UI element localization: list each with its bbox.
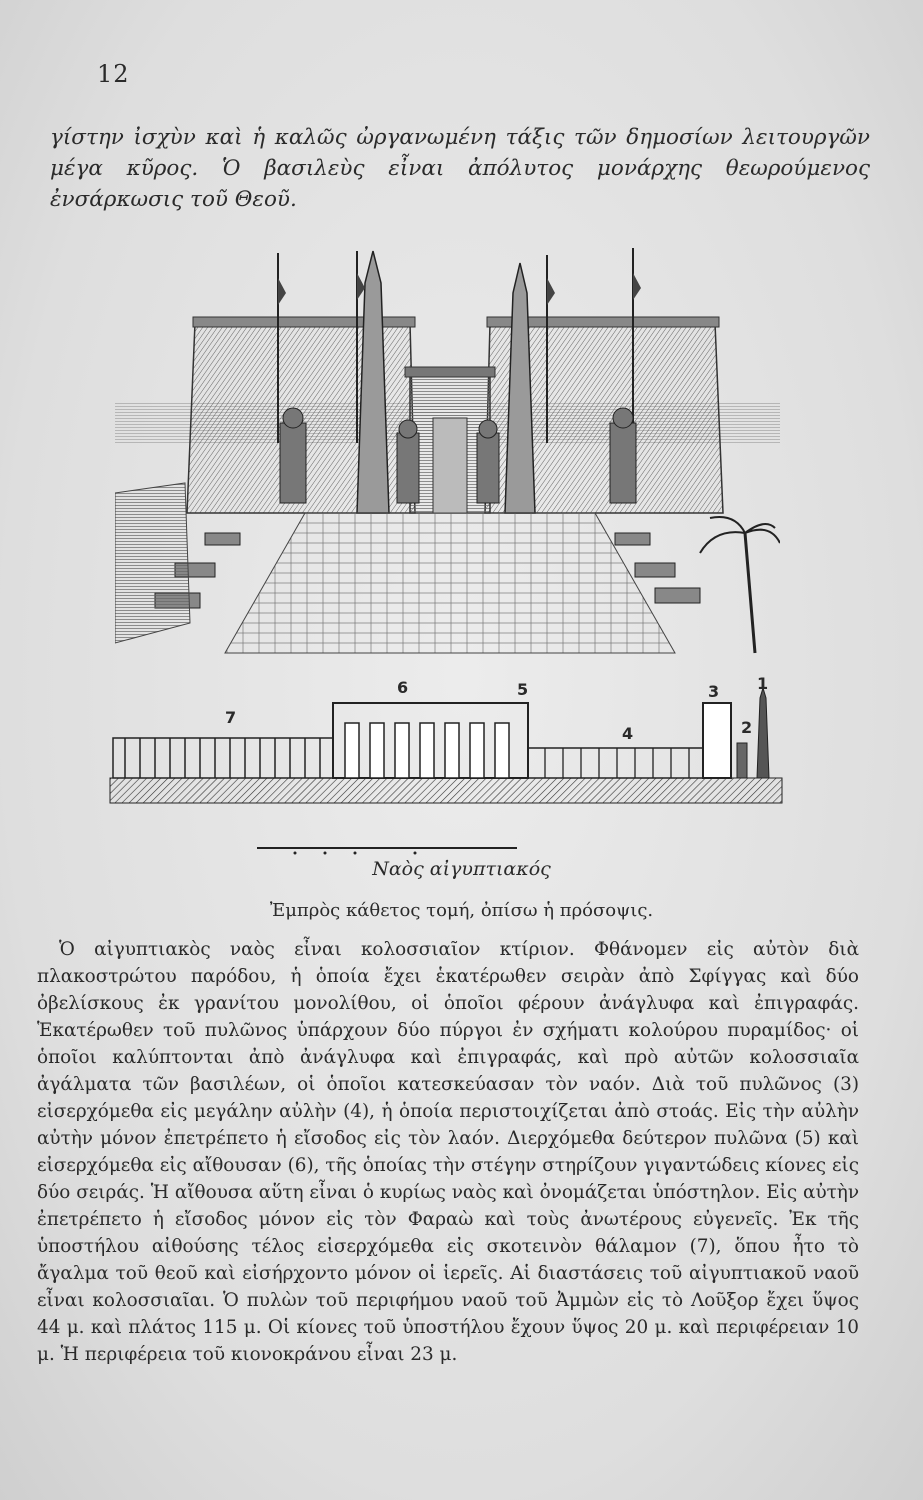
section-label-3: 3 <box>708 682 720 701</box>
intro-text: γίστην ἰσχὺν καὶ ἡ καλῶς ὠργανωμένη τάξις τῶν δημοσίων λειτουργῶν μέγα κῦρος. Ὁ βασιλεὺς εἶναι ἀπόλυτος μονάρχης θεωρούμενος ἐνσάρκωσις τοῦ Θεοῦ. <box>50 125 870 212</box>
scale-bar <box>255 840 520 860</box>
section-label-2: 2 <box>741 718 753 737</box>
temple-section-diagram <box>105 674 795 808</box>
body-text: Ὁ αἰγυπτιακὸς ναὸς εἶναι κολοσσιαῖον κτίριον. Φθάνομεν εἰς αὐτὸν διὰ πλακοστρώτου παρόδου, ἡ ὁποία ἔχει ἑκατέρωθεν σειρὰν ἀπὸ Σφίγγας καὶ δύο ὀβελίσκους ἐκ γρανίτου μονολίθου, οἱ ὁποῖοι φέρουν ἀνάγλυφα καὶ ἐπιγραφάς. Ἑκατέρωθεν τοῦ πυλῶνος ὑπάρχουν δύο πύργοι ἐν σχήματι κολούρου πυραμίδος· οἱ ὁποῖοι καλύπτονται ἀπὸ ἀνάγλυφα καὶ ἐπιγραφάς, καὶ πρὸ αὐτῶν κολοσσιαῖα ἀγάλματα τῶν βασιλέων, οἱ ὁποῖοι κατεσκεύασαν τὸν ναόν. Διὰ τοῦ πυλῶνος (3) εἰσερχόμεθα εἰς μεγάλην αὐλὴν (4), ἡ ὁποία περιστοιχίζεται ἀπὸ στοάς. Εἰς τὴν αὐλὴν αὐτὴν μόνον ἐπετρέπετο ἡ εἴσοδος εἰς τὸν λαόν. Διερχόμεθα δεύτερον πυλῶνα (5) καὶ εἰσερχόμεθα εἰς αἴθουσαν (6), τῆς ὁποίας τὴν στέγην στηρίζουν γιγαντώδεις κίονες εἰς δύο σειράς. Ἡ αἴθουσα αὕτη εἶναι ὁ κυρίως ναὸς καὶ ὀνομάζεται ὑπόστηλον. Εἰς αὐτὴν ἐπετρέπετο ἡ εἴσοδος μόνον εἰς τὸν Φαραὼ καὶ τοὺς ἀνωτέρους εὐγενεῖς. Ἐκ τῆς ὑποστήλου αἰθούσης τέλος εἰσερχόμεθα εἰς σκοτεινὸν θάλαμον (7), ὅπου ἦτο τὸ ἄγαλμα τοῦ θεοῦ καὶ εἰσήρχοντο μόνον οἱ ἱερεῖς. Αἱ διαστάσεις τοῦ αἰγυπτιακοῦ ναοῦ εἶναι κολοσσιαῖαι. Ὁ πυλὼν τοῦ περιφήμου ναοῦ τοῦ Ἀμμὼν εἰς τὸ Λοῦξορ ἔχει ὕψος 44 μ. καὶ πλάτος 115 μ. Οἱ κίονες τοῦ ὑποστήλου ἔχουν ὕψος 20 μ. καὶ περιφέρειαν 10 μ. Ἡ περιφέρεια τοῦ κιονοκράνου εἶναι 23 μ. <box>37 939 859 1365</box>
figure-caption-subtitle: Ἐμπρὸς κάθετος τομή, ὀπίσω ἡ πρόσοψις. <box>269 900 654 921</box>
section-label-7: 7 <box>225 708 237 727</box>
body-paragraph <box>37 936 859 1368</box>
section-label-5: 5 <box>517 680 529 699</box>
temple-facade-illustration <box>115 243 780 663</box>
section-label-1: 1 <box>757 674 769 693</box>
figure-caption-title: Ναὸς αἰγυπτιακός <box>372 858 551 880</box>
section-drawing <box>105 678 795 808</box>
intro-paragraph <box>50 122 870 215</box>
page-number: 12 <box>97 60 130 88</box>
section-label-4: 4 <box>622 724 634 743</box>
section-label-6: 6 <box>397 678 409 697</box>
